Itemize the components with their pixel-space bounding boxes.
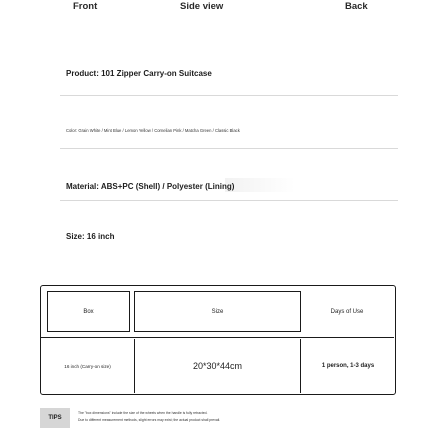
cell-days-of-use: 1 person, 1-3 days <box>321 363 375 369</box>
table-header-row <box>41 286 394 338</box>
material-spec: Material: ABS+PC (Shell) / Polyester (Lining) <box>66 182 235 191</box>
view-label-back: Back <box>345 1 368 12</box>
size-table <box>40 285 396 395</box>
header-size: Size <box>134 291 301 332</box>
divider <box>60 95 398 96</box>
decorative-bar <box>225 178 295 192</box>
tips-section <box>40 408 396 430</box>
tips-note-2: Due to different measurement methods, slight errors may exist; the actual product shall prevail. <box>78 418 221 422</box>
table-row <box>41 339 394 393</box>
header-box: Box <box>47 291 130 332</box>
view-label-side: Side view <box>180 1 224 12</box>
divider <box>60 200 398 201</box>
tips-note-1: The "box dimensions" include the size of the wheels when the handle is fully retracted. <box>78 411 208 415</box>
view-label-front: Front <box>73 1 98 12</box>
view-labels <box>0 0 430 16</box>
header-days-of-use: Days of Use <box>330 308 364 315</box>
product-name: Product: 101 Zipper Carry-on Suitcase <box>66 69 212 78</box>
tips-badge: TIPS <box>40 408 70 428</box>
cell-box: 16 inch (Carry-on size) <box>64 363 111 369</box>
divider <box>60 148 398 149</box>
color-options: Color: Grain White / Mint Blue / Lemon Yellow / Cornelian Pink / Matcha Green / Classic Black <box>66 128 240 133</box>
cell-size: 20*30*44cm <box>134 339 301 393</box>
size-spec: Size: 16 inch <box>66 232 115 241</box>
